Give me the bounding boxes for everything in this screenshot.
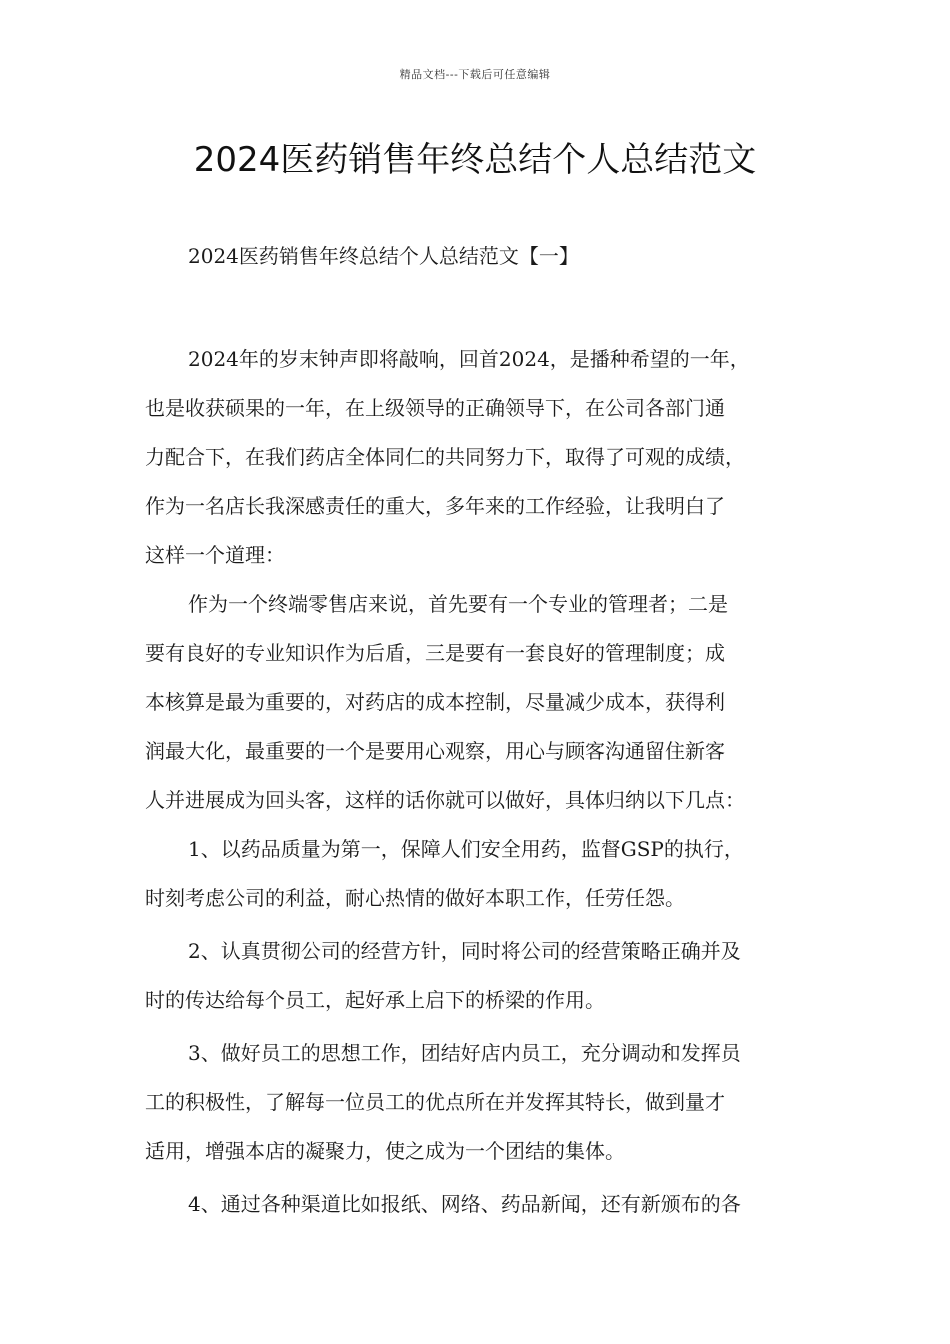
header-note: 精品文档---下载后可任意编辑	[399, 68, 551, 81]
text-line: 作为一名店长我深感责任的重大，多年来的工作经验，让我明白了	[145, 494, 725, 518]
text-line: 2、认真贯彻公司的经营方针，同时将公司的经营策略正确并及	[188, 939, 741, 963]
paragraph	[145, 1029, 817, 1180]
text-line: 人并进展成为回头客，这样的话你就可以做好，具体归纳以下几点：	[145, 788, 745, 812]
text-line: 1、以药品质量为第一，保障人们安全用药，监督GSP的执行，	[188, 837, 744, 861]
paragraph	[145, 1180, 817, 1229]
paragraph	[145, 335, 817, 580]
text-line: 2024年的岁末钟声即将敲响，回首2024，是播种希望的一年，	[188, 347, 750, 371]
text-line: 润最大化，最重要的一个是要用心观察，用心与顾客沟通留住新客	[145, 739, 725, 763]
text-line: 力配合下，在我们药店全体同仁的共同努力下，取得了可观的成绩，	[145, 445, 745, 469]
text-line: 时刻考虑公司的利益，耐心热情的做好本职工作，任劳任怨。	[145, 886, 685, 910]
document-title: 2024医药销售年终总结个人总结范文	[193, 140, 757, 180]
paragraph	[145, 580, 817, 825]
text-line: 时的传达给每个员工，起好承上启下的桥梁的作用。	[145, 988, 605, 1012]
text-line: 4、通过各种渠道比如报纸、网络、药品新闻，还有新颁布的各	[188, 1192, 741, 1216]
text-line: 工的积极性，了解每一位员工的优点所在并发挥其特长，做到量才	[145, 1090, 725, 1114]
text-line: 作为一个终端零售店来说，首先要有一个专业的管理者；二是	[188, 592, 728, 616]
text-line: 3、做好员工的思想工作，团结好店内员工，充分调动和发挥员	[188, 1041, 741, 1065]
paragraph	[145, 927, 817, 1029]
paragraph	[145, 825, 817, 927]
section-subtitle: 2024医药销售年终总结个人总结范文【一】	[188, 244, 579, 268]
text-line: 要有良好的专业知识作为后盾，三是要有一套良好的管理制度；成	[145, 641, 725, 665]
document-body	[145, 335, 817, 1229]
text-line: 本核算是最为重要的，对药店的成本控制，尽量减少成本，获得利	[145, 690, 725, 714]
text-line: 也是收获硕果的一年，在上级领导的正确领导下，在公司各部门通	[145, 396, 725, 420]
text-line: 这样一个道理：	[145, 543, 285, 567]
text-line: 适用，增强本店的凝聚力，使之成为一个团结的集体。	[145, 1139, 625, 1163]
